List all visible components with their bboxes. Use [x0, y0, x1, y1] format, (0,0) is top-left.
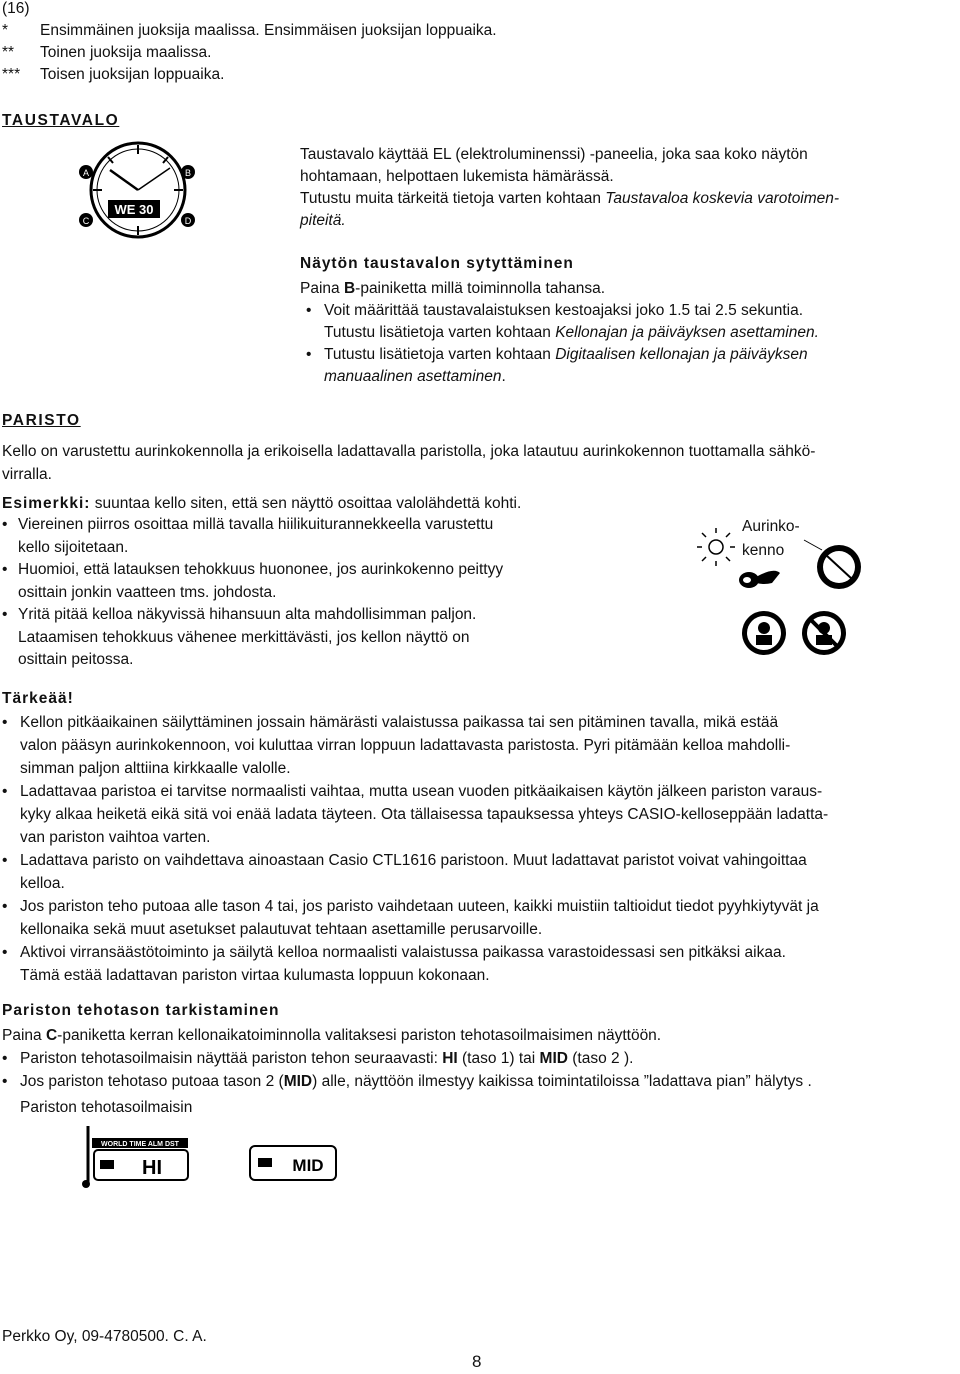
key-b: B — [343, 280, 356, 297]
watch-button-b: B — [184, 168, 192, 178]
lcd-hi-display — [82, 1120, 192, 1192]
bullet-ref: Kellonajan ja päiväyksen asettaminen. — [555, 324, 819, 341]
battery-intro — [2, 440, 815, 486]
bullet-text: Jos pariston tehotaso putoaa tason 2 ( — [20, 1073, 284, 1090]
bullet-text: Tutustu lisätietoja varten kohtaan — [324, 346, 556, 363]
page-ref: (16) — [2, 0, 30, 17]
lcd-mid-display — [248, 1144, 340, 1184]
press-suffix: -painiketta millä toiminnolla tahansa. — [355, 280, 606, 297]
bullet-text: Viereinen piirros osoittaa millä tavalla hiilikuiturannekkeella varustettu — [18, 516, 494, 533]
bullet-text: Ladattava paristo on vaihdettava ainoastaan Casio CTL1616 paristoon. Muut ladattavat paristot voivat vahingoittaa — [20, 852, 807, 869]
backlight-intro-line: Tutustu muita tärkeitä tietoja varten kohtaan — [300, 190, 606, 207]
bullet-text: Lataamisen tehokkuus vähenee merkittävästi, jos kellon näyttö on — [18, 628, 470, 646]
level-mid: MID — [539, 1050, 568, 1067]
backlight-ref-cont: piteitä. — [300, 212, 346, 229]
note-text: Toisen juoksijan loppuaika. — [40, 66, 225, 83]
battery-level-heading: Pariston tehotason tarkistaminen — [2, 1002, 280, 1019]
press-prefix: Paina — [2, 1027, 46, 1044]
battery-bullets: • Viereinen piirros osoittaa millä tavalla hiilikuiturannekkeella varustettu kello sijoitetaan. • Huomioi, että latauksen tehokkuus huononee, jos aurinkokenno peittyy osittain jonkin vaatteen tms. johdosta. • Yritä pitää kelloa näkyvissä hihansuun alta mahdollisimman paljon. Lataamisen tehokkuus vähenee merkittävästi, jos kellon näyttö on osittain peitossa. — [2, 514, 503, 672]
lcd-mid-text: MID — [292, 1156, 324, 1175]
lcd-hi-text: HI — [142, 1157, 162, 1179]
wrist-watch-icon — [739, 571, 780, 588]
footer-company: Perkko Oy, 09-4780500. C. A. — [2, 1328, 207, 1345]
backlight-ref: Taustavaloa koskevia varotoimen- — [605, 190, 840, 207]
example-text: suuntaa kello siten, että sen näyttö osoittaa valolähdettä kohti. — [90, 495, 522, 512]
watch-button-c: C — [82, 216, 90, 226]
solar-label-line: kenno — [742, 542, 785, 559]
note-text: Ensimmäinen juoksija maalissa. Ensimmäisen juoksijan loppuaika. — [40, 22, 497, 39]
indicator-label: Pariston tehotasoilmaisin — [20, 1099, 193, 1116]
bullet-text: van pariston vaihtoa varten. — [20, 829, 211, 846]
watch-illustration — [78, 130, 198, 245]
bullet-ref: Digitaalisen kellonajan ja päiväyksen — [555, 346, 808, 363]
bullet-text: valon pääsyn aurinkokennoon, voi kuluttaa virran loppuun ladattavasta paristosta. Pyri pitämään kelloa mahdolli- — [20, 737, 791, 754]
bullet-text: Tämä estää ladattavan pariston virtaa kulumasta loppuun kokonaan. — [20, 967, 490, 984]
lcd-header-text: WORLD TIME ALM DST — [101, 1141, 179, 1148]
bullet-text: Tutustu lisätietoja varten kohtaan — [324, 324, 556, 341]
bullet-text: Ladattavaa paristoa ei tarvitse normaalisti vaihtaa, mutta usean vuoden pitkäaikaisen käytön jälkeen pariston varaus- — [20, 783, 823, 800]
bullet-text: (taso 2 ). — [567, 1050, 634, 1067]
bullet-ref: manuaalinen asettaminen — [324, 368, 502, 385]
level-mid: MID — [283, 1073, 313, 1090]
solar-charging-illustration — [694, 525, 894, 660]
bullet-text: (taso 1) tai — [457, 1050, 540, 1067]
sun-icon — [697, 528, 735, 566]
bullet-text: Huomioi, että latauksen tehokkuus huononee, jos aurinkokenno peittyy — [18, 561, 504, 578]
backlight-instructions: Paina B-painiketta millä toiminnolla tahansa. • Voit määrittää taustavalaistuksen kestoajaksi joko 1.5 tai 2.5 sekuntia. Tutustu lisätietoja varten kohtaan Kellonajan ja päiväyksen asettaminen. • Tutustu lisätietoja varten kohtaan Digitaalisen kellonajan ja päiväyksen manuaalinen asettaminen. — [300, 280, 819, 385]
important-heading: Tärkeää! — [2, 690, 74, 707]
example-label: Esimerkki: — [2, 495, 91, 512]
bullet-text: Jos pariston teho putoaa alle tason 4 tai, jos paristo vaihdetaan uuteen, kaikki muistiin taltioidut tiedot pyyhkiytyvät ja — [20, 898, 819, 915]
section-heading-backlight: TAUSTAVALO — [2, 112, 120, 129]
level-hi: HI — [442, 1050, 458, 1067]
bullet-text: Pariston tehotasoilmaisin näyttää pariston tehon seuraavasti: — [20, 1050, 443, 1067]
solar-label-line: Aurinko- — [742, 518, 800, 535]
battery-level-text: Paina C-paniketta kerran kellonaikatoiminnolla valitaksesi pariston tehotasoilmaisimen näyttöön. • Pariston tehotasoilmaisin näyttää pariston tehon seuraavasti: HI (taso 1) tai MID (taso 2 ). • Jos pariston tehotaso putoaa tason 2 (MID) alle, näyttöön ilmestyy kaikissa toimintatiloissa ”ladattava pian” hälytys . — [2, 1027, 812, 1090]
bullet-text: simman paljon alttiina kirkkaalle valolle. — [20, 760, 291, 777]
backlight-intro-line: hohtamaan, helpottaen lukemista hämärässä. — [300, 168, 614, 185]
bullet-text: Kellon pitkäaikainen säilyttäminen jossain hämärästi valaistussa paikassa tai sen pitäminen tavalla, mikä estää — [20, 714, 779, 731]
bullet-text: kyky alkaa heiketä eikä sitä voi enää ladata täyteen. Ota tällaisessa tapauksessa yhteys CASIO-kelloseppään ladatta- — [20, 806, 829, 823]
bullet-text: Aktivoi virransäästötoiminto ja säilytä kelloa normaalisti valaistussa paikassa varastoidessasi sen pitkäksi aikaa. — [20, 944, 786, 961]
press-prefix: Paina — [300, 280, 344, 297]
note-mark: *** — [2, 66, 21, 83]
bullet-text: kellonaika sekä muut asetukset palautuvat tehtaan asettamille perusarvoille. — [20, 921, 543, 938]
backlight-intro — [300, 144, 839, 232]
bullet-text: kelloa. — [20, 875, 65, 892]
note-text: Toinen juoksija maalissa. — [40, 44, 212, 61]
watch-button-d: D — [184, 216, 192, 226]
watch-button-a: A — [82, 168, 90, 178]
important-bullets: • Kellon pitkäaikainen säilyttäminen jossain hämärästi valaistussa paikassa tai sen pitäminen tavalla, mikä estää valon pääsyn aurinkokennoon, voi kuluttaa virran loppuun ladattavasta paristosta. Pyri pitämään kelloa mahdolli- simman paljon alttiina kirkkaalle valolle. • Ladattavaa paristoa ei tarvitse normaalisti vaihtaa, mutta usean vuoden pitkäaikaisen käytön jälkeen pariston varaus- kyky alkaa heiketä eikä sitä voi enää ladata täyteen. Ota tällaisessa tapauksessa yhteys CASIO-kelloseppään ladatta- van pariston vaihtoa varten. • Ladattava paristo on vaihdettava ainoastaan Casio CTL1616 paristoon. Muut ladattavat paristot voivat vahingoittaa kelloa. • Jos pariston teho putoaa alle tason 4 tai, jos paristo vaihdetaan uuteen, kaikki muistiin taltioidut tiedot pyyhkiytyvät ja kellonaika sekä muut asetukset palautuvat tehtaan asettamille perusarvoille. • Aktivoi virransäästötoiminto ja säilytä kelloa normaalisti valaistussa paikassa varastoidessasi sen pitkäksi aikaa. Tämä estää ladattavan pariston virtaa kulumasta loppuun kokonaan. — [2, 711, 828, 987]
bullet-text: osittain peitossa. — [18, 651, 134, 668]
page-number: 8 — [472, 1352, 482, 1371]
key-c: C — [45, 1027, 58, 1044]
press-suffix: -paniketta kerran kellonaikatoiminnolla valitaksesi pariston tehotasoilmaisimen näyttöön. — [57, 1027, 662, 1044]
bullet-text: osittain jonkin vaatteen tms. johdosta. — [18, 583, 277, 601]
watch-display-text: WE 30 — [114, 202, 154, 217]
bullet-end: . — [501, 368, 506, 385]
battery-intro-line: Kello on varustettu aurinkokennolla ja erikoisella ladattavalla paristolla, joka latautuu aurinkokennon tuottamalla sähkö- — [2, 443, 816, 460]
bullet-text: ) alle, näyttöön ilmestyy kaikissa toimintatiloissa ”ladattava pian” hälytys . — [312, 1073, 812, 1090]
note-mark: ** — [2, 44, 15, 61]
no-cover-circle-icon — [802, 611, 846, 655]
backlight-subheading: Näytön taustavalon sytyttäminen — [300, 255, 574, 272]
bullet-text: kello sijoitetaan. — [18, 538, 129, 556]
sleeve-circle-icon — [742, 611, 786, 655]
backlight-intro-line: Taustavalo käyttää EL (elektroluminenssi) -paneelia, joka saa koko näytön — [300, 146, 808, 163]
note-mark: * — [2, 22, 9, 39]
example-line — [2, 495, 521, 513]
bullet-text: Voit määrittää taustavalaistuksen kestoajaksi joko 1.5 tai 2.5 sekuntia. — [324, 302, 804, 319]
section-heading-battery: PARISTO — [2, 412, 81, 429]
battery-intro-line: virralla. — [2, 466, 52, 483]
bullet-text: Yritä pitää kelloa näkyvissä hihansuun alta mahdollisimman paljon. — [18, 606, 477, 623]
